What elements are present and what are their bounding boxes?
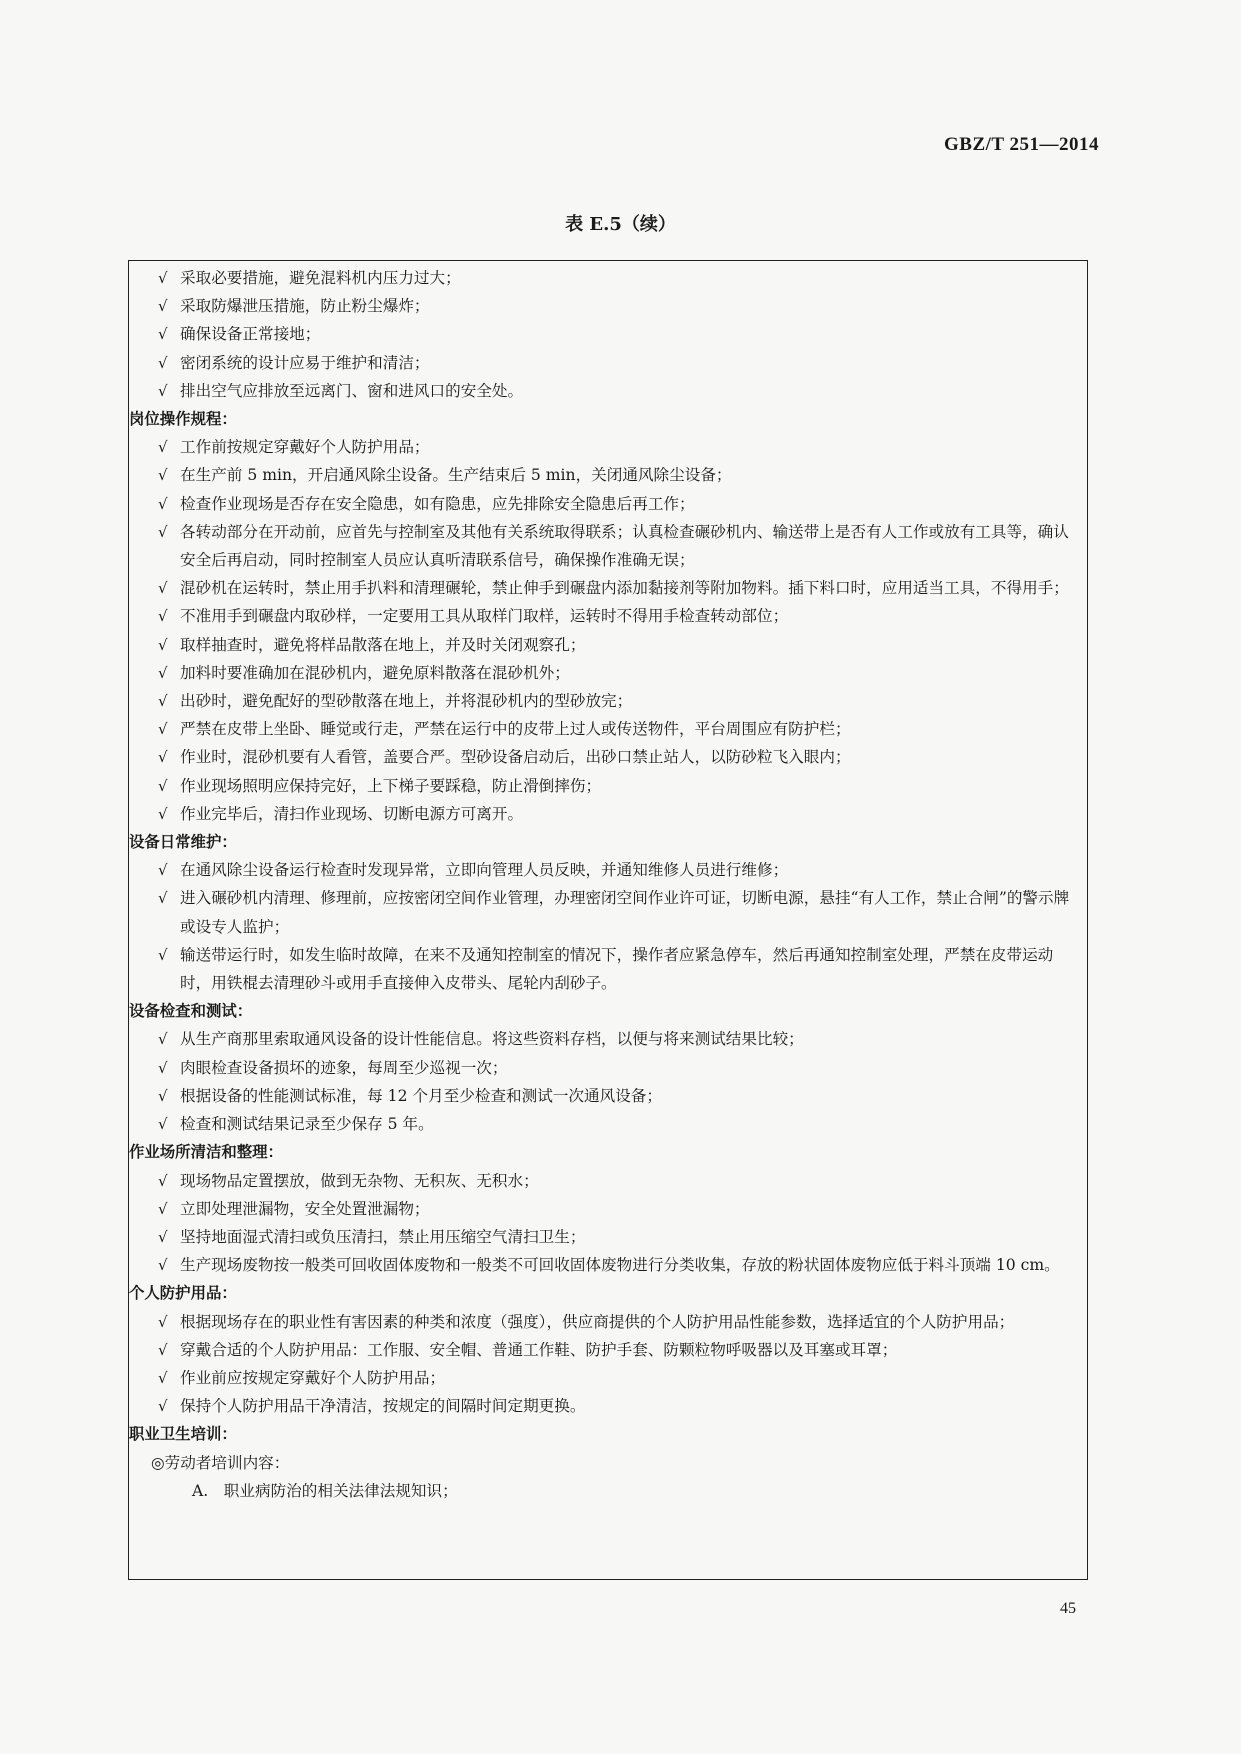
checkmark-icon: √ bbox=[158, 325, 168, 344]
checkmark-icon: √ bbox=[158, 861, 168, 880]
checklist-item bbox=[158, 349, 1077, 377]
checklist-item-text: 工作前按规定穿戴好个人防护用品； bbox=[180, 438, 430, 457]
checkmark-icon: √ bbox=[158, 748, 168, 767]
checklist-item bbox=[158, 1223, 1077, 1251]
checklist-item-text: 排出空气应排放至远离门、窗和进风口的安全处。 bbox=[180, 381, 524, 400]
checklist-item-text: 混砂机在运转时，禁止用手扒料和清理碾轮，禁止伸手到碾盘内添加黏接剂等附加物料。插下料口时，应用适当工具，不得用手； bbox=[180, 579, 1069, 598]
checklist-item-text: 立即处理泄漏物，安全处置泄漏物； bbox=[180, 1199, 430, 1218]
checklist-item bbox=[158, 941, 1077, 997]
checklist-item-text: 保持个人防护用品干净清洁，按规定的间隔时间定期更换。 bbox=[180, 1397, 586, 1416]
checkmark-icon: √ bbox=[158, 353, 168, 372]
checklist-item-text: 检查作业现场是否存在安全隐患，如有隐患，应先排除安全隐患后再工作； bbox=[180, 494, 695, 513]
checkmark-icon: √ bbox=[158, 1312, 168, 1331]
checklist-item-text: 严禁在皮带上坐卧、睡觉或行走，严禁在运行中的皮带上过人或传送物件，平台周围应有防护栏； bbox=[180, 720, 851, 739]
checklist-item bbox=[158, 433, 1077, 461]
table-frame bbox=[128, 260, 1088, 1580]
training-subheading: ◎劳动者培训内容： bbox=[151, 1453, 290, 1472]
checkmark-icon: √ bbox=[158, 1115, 168, 1134]
checklist-item bbox=[158, 715, 1077, 743]
checklist-item-text: 密闭系统的设计应易于维护和清洁； bbox=[180, 353, 430, 372]
checklist-item-text: 采取防爆泄压措施，防止粉尘爆炸； bbox=[180, 297, 430, 316]
checklist-item-text: 生产现场废物按一般类可回收固体废物和一般类不可回收固体废物进行分类收集，存放的粉状固体废物应低于料斗顶端 10 cm。 bbox=[180, 1256, 1060, 1275]
checklist-item bbox=[158, 1336, 1077, 1364]
checklist-item-text: 在生产前 5 min，开启通风除尘设备。生产结束后 5 min，关闭通风除尘设备； bbox=[180, 466, 732, 485]
checklist-item bbox=[158, 1082, 1077, 1110]
checklist-item bbox=[158, 1110, 1077, 1138]
checkmark-icon: √ bbox=[158, 1397, 168, 1416]
checklist-item-text: 作业完毕后，清扫作业现场、切断电源方可离开。 bbox=[180, 804, 524, 823]
table-title: 表 E.5（续） bbox=[565, 214, 676, 235]
checklist-item bbox=[158, 1308, 1077, 1336]
checkmark-icon: √ bbox=[158, 1199, 168, 1218]
checkmark-icon: √ bbox=[158, 1227, 168, 1246]
checklist-item-text: 作业前应按规定穿戴好个人防护用品； bbox=[180, 1368, 446, 1387]
checklist-item bbox=[158, 490, 1077, 518]
checklist-item-text: 穿戴合适的个人防护用品：工作服、安全帽、普通工作鞋、防护手套、防颗粒物呼吸器以及耳塞或耳罩； bbox=[180, 1340, 898, 1359]
checkmark-icon: √ bbox=[158, 494, 168, 513]
checklist-item-text: 从生产商那里索取通风设备的设计性能信息。将这些资料存档，以便与将来测试结果比较； bbox=[180, 1030, 804, 1049]
checklist-item-text: 在通风除尘设备运行检查时发现异常，立即向管理人员反映，并通知维修人员进行维修； bbox=[180, 861, 789, 880]
table-body bbox=[129, 264, 1077, 1505]
checklist-item bbox=[158, 602, 1077, 630]
training-item: A. 职业病防治的相关法律法规知识； bbox=[192, 1481, 458, 1500]
checklist-item-text: 采取必要措施，避免混料机内压力过大； bbox=[180, 269, 461, 287]
checklist-item-text: 取样抽查时，避免将样品散落在地上，并及时关闭观察孔； bbox=[180, 635, 586, 654]
checkmark-icon: √ bbox=[158, 1340, 168, 1359]
checkmark-icon: √ bbox=[158, 1058, 168, 1077]
checklist-item bbox=[158, 687, 1077, 715]
section-heading: 设备检查和测试： bbox=[129, 1002, 253, 1021]
checklist-item bbox=[158, 659, 1077, 687]
checklist-item bbox=[158, 772, 1077, 800]
checklist-item-text: 加料时要准确加在混砂机内，避免原料散落在混砂机外； bbox=[180, 663, 570, 682]
standard-number: GBZ/T 251—2014 bbox=[944, 134, 1099, 155]
checklist-item bbox=[158, 800, 1077, 828]
checkmark-icon: √ bbox=[158, 1256, 168, 1275]
section-heading: 设备日常维护： bbox=[129, 833, 237, 852]
checkmark-icon: √ bbox=[158, 635, 168, 654]
checkmark-icon: √ bbox=[158, 1368, 168, 1387]
checklist-item-text: 检查和测试结果记录至少保存 5 年。 bbox=[180, 1115, 434, 1134]
checkmark-icon: √ bbox=[158, 663, 168, 682]
checklist-item bbox=[158, 461, 1077, 489]
checklist-item-text: 根据设备的性能测试标准，每 12 个月至少检查和测试一次通风设备； bbox=[180, 1086, 662, 1105]
checkmark-icon: √ bbox=[158, 381, 168, 400]
checklist-item-text: 现场物品定置摆放，做到无杂物、无积灰、无积水； bbox=[180, 1171, 539, 1190]
section-heading: 作业场所清洁和整理： bbox=[129, 1143, 283, 1162]
checkmark-icon: √ bbox=[158, 1171, 168, 1190]
page-number: 45 bbox=[1060, 1600, 1076, 1617]
section-heading: 职业卫生培训： bbox=[129, 1425, 237, 1444]
checklist-item-text: 出砂时，避免配好的型砂散落在地上，并将混砂机内的型砂放完； bbox=[180, 692, 633, 711]
checklist-item-text: 作业时，混砂机要有人看管，盖要合严。型砂设备启动后，出砂口禁止站人，以防砂粒飞入眼内； bbox=[180, 748, 851, 767]
checkmark-icon: √ bbox=[158, 607, 168, 626]
checklist-item bbox=[158, 631, 1077, 659]
checkmark-icon: √ bbox=[158, 297, 168, 316]
checkmark-icon: √ bbox=[158, 438, 168, 457]
checkmark-icon: √ bbox=[158, 522, 168, 541]
checklist-item-text: 输送带运行时，如发生临时故障，在来不及通知控制室的情况下，操作者应紧急停车，然后再通知控制室处理，严禁在皮带运动时，用铁棍去清理砂斗或用手直接伸入皮带头、尾轮内刮砂子。 bbox=[180, 945, 1054, 993]
checklist-item-text: 肉眼检查设备损坏的迹象，每周至少巡视一次； bbox=[180, 1058, 508, 1077]
checklist-item bbox=[158, 377, 1077, 405]
checkmark-icon: √ bbox=[158, 1030, 168, 1049]
checkmark-icon: √ bbox=[158, 466, 168, 485]
checklist-item-text: 坚持地面湿式清扫或负压清扫，禁止用压缩空气清扫卫生； bbox=[180, 1227, 586, 1246]
checklist-item bbox=[158, 320, 1077, 348]
checkmark-icon: √ bbox=[158, 804, 168, 823]
checklist-item bbox=[158, 292, 1077, 320]
checklist-item-text: 各转动部分在开动前，应首先与控制室及其他有关系统取得联系；认真检查碾砂机内、输送带上是否有人工作或放有工具等，确认安全后再启动，同时控制室人员应认真听清联系信号，确保操作准确无误； bbox=[180, 522, 1069, 570]
checkmark-icon: √ bbox=[158, 889, 168, 908]
checkmark-icon: √ bbox=[158, 579, 168, 598]
checkmark-icon: √ bbox=[158, 692, 168, 711]
section-heading: 个人防护用品： bbox=[129, 1284, 237, 1303]
checklist-item bbox=[158, 574, 1077, 602]
checklist-item bbox=[158, 1167, 1077, 1195]
checklist-item bbox=[158, 1195, 1077, 1223]
checklist-item bbox=[158, 1251, 1077, 1279]
checkmark-icon: √ bbox=[158, 720, 168, 739]
checklist-item bbox=[158, 518, 1077, 574]
checkmark-icon: √ bbox=[158, 945, 168, 964]
checklist-item-text: 进入碾砂机内清理、修理前，应按密闭空间作业管理，办理密闭空间作业许可证，切断电源，悬挂“有人工作，禁止合闸”的警示牌或设专人监护； bbox=[180, 889, 1070, 936]
checklist-item bbox=[158, 1392, 1077, 1420]
checkmark-icon: √ bbox=[158, 776, 168, 795]
checklist-item bbox=[158, 1364, 1077, 1392]
checkmark-icon: √ bbox=[158, 269, 168, 287]
checklist-item bbox=[158, 884, 1077, 940]
checklist-item bbox=[158, 1025, 1077, 1053]
section-heading: 岗位操作规程： bbox=[129, 410, 237, 429]
checklist-item bbox=[158, 1054, 1077, 1082]
checkmark-icon: √ bbox=[158, 1086, 168, 1105]
checklist-item bbox=[158, 264, 1077, 292]
checklist-item bbox=[158, 743, 1077, 771]
checklist-item-text: 确保设备正常接地； bbox=[180, 325, 321, 344]
checklist-item-text: 不准用手到碾盘内取砂样，一定要用工具从取样门取样，运转时不得用手检查转动部位； bbox=[180, 607, 789, 626]
checklist-item bbox=[158, 856, 1077, 884]
checklist-item-text: 根据现场存在的职业性有害因素的种类和浓度（强度），供应商提供的个人防护用品性能参数，选择适宜的个人防护用品； bbox=[180, 1312, 1015, 1331]
checklist-item-text: 作业现场照明应保持完好，上下梯子要踩稳，防止滑倒摔伤； bbox=[180, 776, 602, 795]
